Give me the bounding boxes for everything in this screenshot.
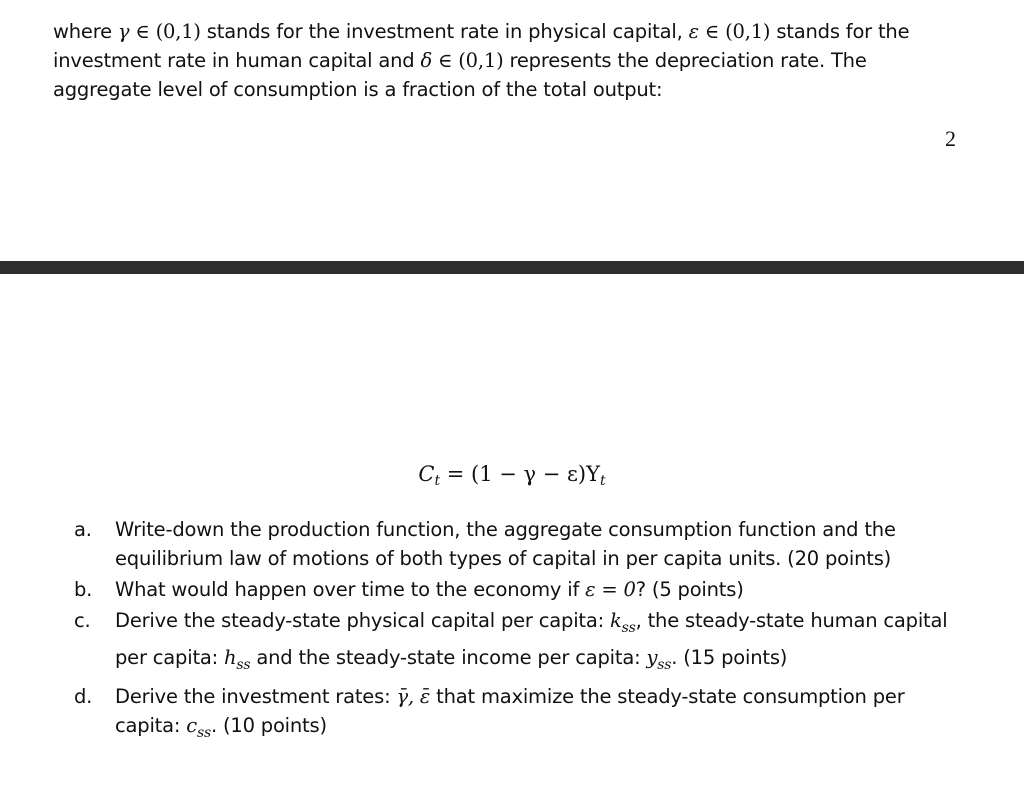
math-y: y [646, 646, 658, 669]
text: , the steady-state human capital [635, 609, 948, 632]
text: that maximize the steady-state consumption per [430, 685, 905, 708]
math-epsilon: ε ∈ [688, 20, 726, 43]
question-text [115, 711, 984, 748]
math-epsilon-zero: ε = 0 [585, 578, 636, 601]
question-c [74, 606, 984, 680]
page-top-section [0, 0, 1024, 262]
text: stands for the [770, 20, 910, 43]
math-subscript: ss [236, 657, 251, 673]
math-interval: (0,1) [458, 49, 504, 72]
text: stands for the investment rate in physical capital, [200, 20, 689, 43]
question-text [115, 606, 984, 643]
text: investment rate in human capital and [53, 49, 421, 72]
math-gamma-epsilon-bar: γ̄, ε̄ [396, 685, 431, 708]
question-text: Write-down the production function, the aggregate consumption function and the [115, 518, 896, 541]
text: Derive the investment rates: [115, 685, 397, 708]
eq-body: = (1 − γ − ε)Y [440, 462, 600, 486]
question-label: d. [74, 685, 93, 708]
intro-paragraph [53, 17, 983, 104]
question-b [74, 575, 984, 604]
question-text [115, 643, 984, 680]
question-d [74, 682, 984, 748]
math-subscript: ss [196, 725, 211, 741]
questions-list [74, 515, 984, 750]
math-h: h [224, 646, 237, 669]
intro-line-1 [53, 17, 983, 46]
intro-line-2 [53, 46, 983, 75]
text: Derive the steady-state physical capital per capita: [115, 609, 610, 632]
text: What would happen over time to the economy if [115, 578, 586, 601]
page-divider [0, 261, 1024, 274]
question-text [115, 575, 984, 604]
math-k: k [609, 609, 622, 632]
eq-rhs-subscript: t [599, 473, 606, 489]
text: where [53, 20, 118, 43]
question-text [115, 682, 984, 711]
text: ? (5 points) [635, 578, 744, 601]
question-text: equilibrium law of motions of both types of capital in per capita units. (20 points) [115, 547, 892, 570]
question-label: c. [74, 609, 91, 632]
question-label: a. [74, 518, 92, 541]
math-subscript: ss [657, 657, 672, 673]
page-number: 2 [945, 126, 956, 151]
math-delta: δ ∈ [420, 49, 459, 72]
eq-lhs-subscript: t [434, 473, 441, 489]
consumption-equation [0, 462, 1024, 489]
math-interval: (0,1) [155, 20, 201, 43]
eq-lhs: C [418, 462, 435, 486]
text: per capita: [115, 646, 225, 669]
text: represents the depreciation rate. The [503, 49, 867, 72]
text: . (10 points) [210, 714, 327, 737]
math-interval: (0,1) [725, 20, 771, 43]
intro-line-3: aggregate level of consumption is a fraction of the total output: [53, 78, 663, 101]
text: capita: [115, 714, 187, 737]
math-subscript: ss [621, 620, 636, 636]
math-c: c [186, 714, 197, 737]
text: and the steady-state income per capita: [250, 646, 647, 669]
question-label: b. [74, 578, 93, 601]
question-a [74, 515, 984, 573]
text: . (15 points) [671, 646, 788, 669]
math-gamma: γ ∈ [117, 20, 156, 43]
